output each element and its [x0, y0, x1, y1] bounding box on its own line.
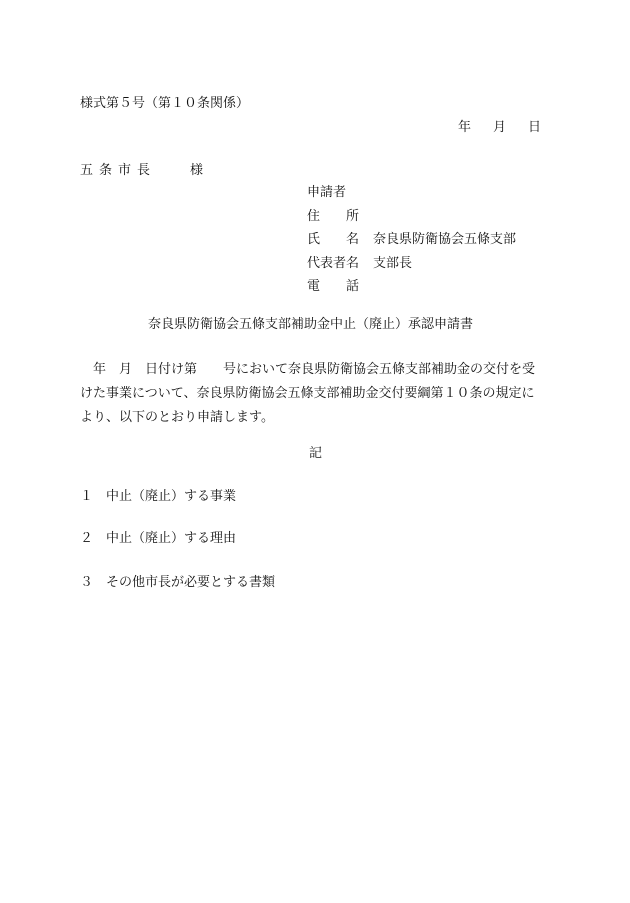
item-label: 中止（廃止）する理由	[106, 531, 237, 546]
list-item	[80, 532, 236, 545]
applicant-name-row	[307, 233, 516, 257]
addressee-name: 五条市長	[80, 163, 157, 178]
item-number: １	[80, 489, 94, 504]
ki-heading: 記	[309, 446, 323, 461]
addressee	[80, 164, 203, 177]
form-number: 様式第５号（第１０条関係）	[80, 96, 250, 111]
body-line: より、以下のとおり申請します。	[80, 410, 274, 425]
phone-label: 電話	[307, 279, 386, 294]
applicant-phone-row	[307, 280, 516, 304]
date-year: 年	[458, 120, 472, 135]
applicant-heading-row	[307, 186, 516, 210]
date-day: 日	[528, 120, 542, 135]
item-number: ３	[80, 575, 94, 590]
applicant-heading: 申請者	[307, 185, 347, 200]
body-line: けた事業について、奈良県防衛協会五條支部補助金交付要綱第１０条の規定に	[80, 386, 535, 401]
representative-value: 支部長	[373, 255, 413, 271]
document-title: 奈良県防衛協会五條支部補助金中止（廃止）承認申請書	[148, 317, 474, 332]
representative-label: 代表者名	[307, 255, 360, 271]
date-month: 月	[493, 120, 507, 135]
applicant-representative-row	[307, 257, 516, 281]
list-item	[80, 576, 275, 589]
date-line	[458, 121, 541, 134]
list-item	[80, 490, 236, 503]
address-label: 住所	[307, 208, 386, 224]
item-number: ２	[80, 531, 94, 546]
applicant-address-row	[307, 210, 516, 234]
name-value: 奈良県防衛協会五條支部	[373, 232, 517, 247]
name-label: 氏名	[307, 232, 386, 247]
body-paragraph	[80, 358, 554, 430]
item-label: その他市長が必要とする書類	[106, 575, 276, 590]
applicant-block	[307, 186, 516, 304]
item-label: 中止（廃止）する事業	[106, 489, 237, 504]
body-line: 年 月 日付け第 号において奈良県防衛協会五條支部補助金の交付を受	[80, 362, 536, 377]
addressee-honorific: 様	[190, 163, 204, 178]
